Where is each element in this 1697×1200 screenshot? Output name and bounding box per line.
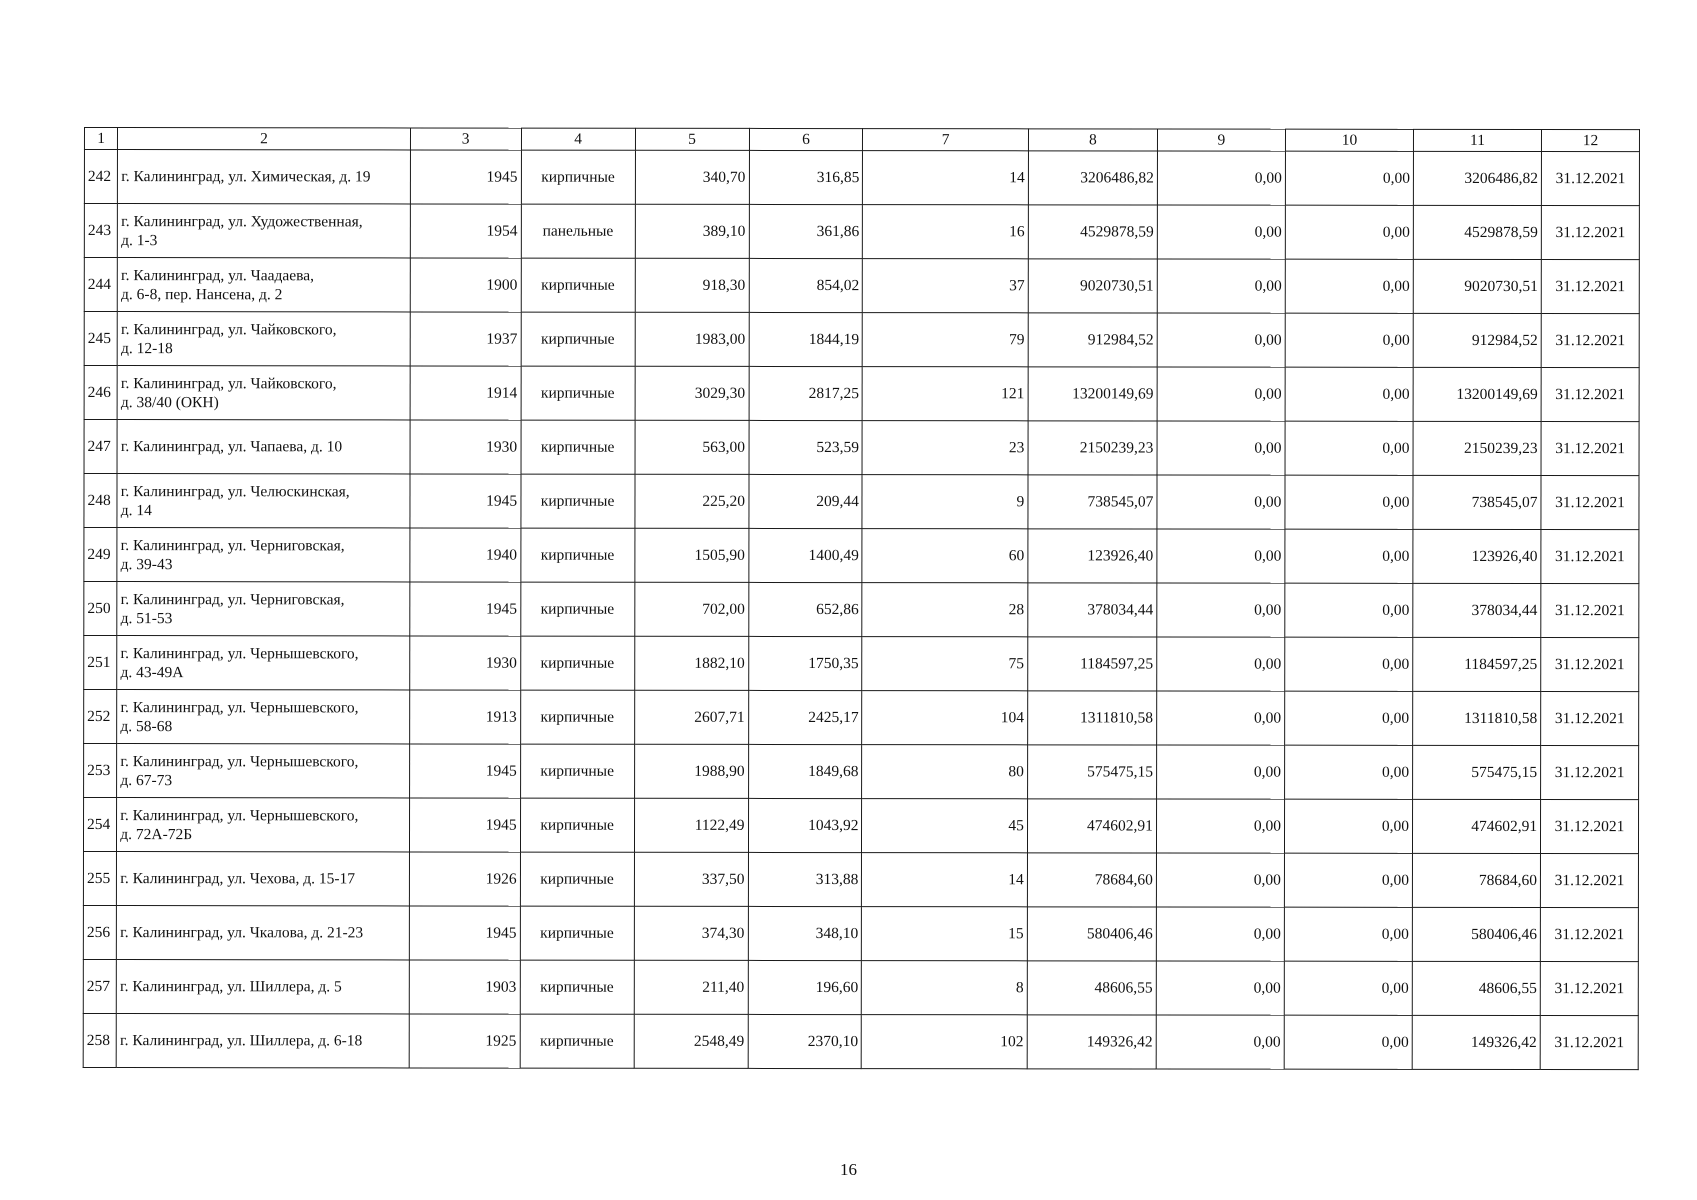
year-cell: 1954 bbox=[410, 204, 521, 258]
total-area-cell: 1505,90 bbox=[634, 528, 748, 582]
page-number: 16 bbox=[840, 1160, 857, 1179]
budget-cost-cell: 474602,91 bbox=[1413, 799, 1541, 853]
table-row bbox=[84, 582, 1639, 638]
other-cost-cell: 0,00 bbox=[1285, 475, 1413, 529]
column-header: 5 bbox=[635, 128, 749, 150]
address-line: д. 51-53 bbox=[120, 609, 173, 627]
wall-material-cell: кирпичные bbox=[521, 312, 635, 366]
residents-count-cell: 60 bbox=[862, 529, 1027, 583]
budget-cost-cell: 48606,55 bbox=[1412, 961, 1540, 1015]
wall-material-cell: кирпичные bbox=[521, 150, 635, 204]
budget-cost-cell: 123926,40 bbox=[1413, 529, 1541, 583]
table-body bbox=[83, 150, 1639, 1070]
residents-count-cell: 16 bbox=[863, 205, 1028, 259]
fund-cost-cell: 0,00 bbox=[1156, 1015, 1284, 1069]
other-cost-cell: 0,00 bbox=[1284, 1015, 1412, 1069]
year-cell: 1937 bbox=[410, 312, 521, 366]
total-area-cell: 3029,30 bbox=[635, 366, 749, 420]
column-header: 2 bbox=[118, 128, 410, 150]
address-line: д. 6-8, пер. Нансена, д. 2 bbox=[121, 285, 283, 303]
other-cost-cell: 0,00 bbox=[1284, 961, 1412, 1015]
row-number-cell: 254 bbox=[83, 798, 116, 852]
year-cell: 1945 bbox=[409, 744, 520, 798]
column-header: 1 bbox=[84, 128, 117, 150]
fund-cost-cell: 0,00 bbox=[1157, 367, 1285, 421]
fund-cost-cell: 0,00 bbox=[1157, 151, 1285, 205]
wall-material-cell: кирпичные bbox=[520, 960, 634, 1014]
address-cell bbox=[117, 690, 410, 744]
year-cell: 1913 bbox=[409, 690, 520, 744]
row-number-cell: 247 bbox=[84, 420, 117, 474]
table-row bbox=[84, 204, 1639, 260]
deadline-date-cell: 31.12.2021 bbox=[1541, 206, 1639, 260]
deadline-date-cell: 31.12.2021 bbox=[1541, 422, 1639, 476]
address-cell bbox=[117, 744, 410, 798]
wall-material-cell: кирпичные bbox=[520, 582, 634, 636]
row-number-cell: 246 bbox=[84, 366, 117, 420]
deadline-date-cell: 31.12.2021 bbox=[1541, 584, 1639, 638]
year-cell: 1945 bbox=[409, 582, 520, 636]
budget-cost-cell: 580406,46 bbox=[1412, 907, 1540, 961]
table-row bbox=[84, 150, 1639, 206]
living-area-cell: 1400,49 bbox=[748, 528, 862, 582]
address-cell bbox=[117, 636, 410, 690]
address-line: г. Калининград, ул. Черниговская, bbox=[120, 590, 345, 608]
table-row bbox=[84, 636, 1639, 692]
other-cost-cell: 0,00 bbox=[1284, 799, 1412, 853]
residents-count-cell: 28 bbox=[862, 583, 1027, 637]
table-row bbox=[84, 528, 1639, 584]
address-line: г. Калининград, ул. Чернышевского, bbox=[120, 698, 359, 716]
residents-count-cell: 8 bbox=[862, 961, 1027, 1015]
table-row bbox=[83, 905, 1638, 961]
address-line: д. 58-68 bbox=[120, 717, 173, 735]
year-cell: 1930 bbox=[410, 420, 521, 474]
year-cell: 1903 bbox=[409, 960, 520, 1014]
address-cell bbox=[117, 582, 410, 636]
table-row bbox=[84, 420, 1639, 476]
address-line: г. Калининград, ул. Чернышевского, bbox=[120, 752, 359, 770]
table-row bbox=[84, 258, 1639, 314]
fund-cost-cell: 0,00 bbox=[1157, 583, 1285, 637]
residents-count-cell: 23 bbox=[862, 421, 1027, 475]
row-number-cell: 243 bbox=[84, 204, 117, 258]
address-cell bbox=[117, 798, 410, 852]
living-area-cell: 2817,25 bbox=[749, 366, 863, 420]
total-cost-cell: 738545,07 bbox=[1028, 475, 1157, 529]
budget-cost-cell: 9020730,51 bbox=[1413, 259, 1541, 313]
wall-material-cell: кирпичные bbox=[521, 258, 635, 312]
budget-cost-cell: 1311810,58 bbox=[1413, 691, 1541, 745]
living-area-cell: 1844,19 bbox=[749, 312, 863, 366]
fund-cost-cell: 0,00 bbox=[1156, 853, 1284, 907]
budget-cost-cell: 1184597,25 bbox=[1413, 637, 1541, 691]
address-cell: г. Калининград, ул. Чехова, д. 15-17 bbox=[117, 852, 410, 906]
total-area-cell: 225,20 bbox=[635, 474, 749, 528]
deadline-date-cell: 31.12.2021 bbox=[1541, 314, 1639, 368]
row-number-cell: 249 bbox=[84, 528, 117, 582]
total-area-cell: 211,40 bbox=[634, 960, 748, 1014]
residents-count-cell: 14 bbox=[862, 853, 1027, 907]
year-cell: 1945 bbox=[410, 474, 521, 528]
address-cell: г. Калининград, ул. Шиллера, д. 5 bbox=[117, 960, 410, 1014]
fund-cost-cell: 0,00 bbox=[1157, 529, 1285, 583]
address-cell bbox=[118, 258, 411, 312]
other-cost-cell: 0,00 bbox=[1285, 367, 1413, 421]
deadline-date-cell: 31.12.2021 bbox=[1540, 1016, 1638, 1070]
fund-cost-cell: 0,00 bbox=[1157, 421, 1285, 475]
column-header: 6 bbox=[749, 128, 863, 150]
residents-count-cell: 80 bbox=[862, 745, 1027, 799]
row-number-cell: 251 bbox=[84, 636, 117, 690]
other-cost-cell: 0,00 bbox=[1285, 529, 1413, 583]
fund-cost-cell: 0,00 bbox=[1157, 475, 1285, 529]
living-area-cell: 854,02 bbox=[749, 258, 863, 312]
living-area-cell: 652,86 bbox=[748, 582, 862, 636]
other-cost-cell: 0,00 bbox=[1285, 691, 1413, 745]
wall-material-cell: кирпичные bbox=[520, 744, 634, 798]
total-area-cell: 918,30 bbox=[635, 258, 749, 312]
total-cost-cell: 1311810,58 bbox=[1027, 691, 1156, 745]
living-area-cell: 348,10 bbox=[748, 906, 862, 960]
deadline-date-cell: 31.12.2021 bbox=[1541, 692, 1639, 746]
row-number-cell: 244 bbox=[84, 258, 117, 312]
total-cost-cell: 474602,91 bbox=[1027, 799, 1156, 853]
deadline-date-cell: 31.12.2021 bbox=[1540, 908, 1638, 962]
deadline-date-cell: 31.12.2021 bbox=[1541, 368, 1639, 422]
living-area-cell: 1750,35 bbox=[748, 636, 862, 690]
other-cost-cell: 0,00 bbox=[1284, 907, 1412, 961]
table-row bbox=[84, 366, 1639, 422]
total-cost-cell: 378034,44 bbox=[1028, 583, 1157, 637]
address-cell bbox=[117, 312, 410, 366]
address-line: г. Калининград, ул. Чайковского, bbox=[120, 374, 337, 392]
other-cost-cell: 0,00 bbox=[1285, 745, 1413, 799]
total-cost-cell: 13200149,69 bbox=[1028, 367, 1157, 421]
column-header: 12 bbox=[1542, 130, 1640, 152]
column-header: 10 bbox=[1285, 129, 1413, 151]
budget-cost-cell: 78684,60 bbox=[1412, 853, 1540, 907]
address-line: г. Калининград, ул. Чайковского, bbox=[120, 320, 337, 338]
living-area-cell: 316,85 bbox=[749, 150, 863, 204]
address-cell bbox=[117, 474, 410, 528]
fund-cost-cell: 0,00 bbox=[1157, 313, 1285, 367]
column-header: 9 bbox=[1157, 129, 1285, 151]
fund-cost-cell: 0,00 bbox=[1156, 961, 1284, 1015]
column-header: 4 bbox=[521, 128, 635, 150]
residents-count-cell: 102 bbox=[862, 1015, 1027, 1069]
deadline-date-cell: 31.12.2021 bbox=[1541, 638, 1639, 692]
total-cost-cell: 149326,42 bbox=[1027, 1015, 1156, 1069]
address-line: д. 38/40 (ОКН) bbox=[120, 393, 219, 411]
wall-material-cell: кирпичные bbox=[520, 798, 634, 852]
living-area-cell: 361,86 bbox=[749, 204, 863, 258]
address-cell: г. Калининград, ул. Химическая, д. 19 bbox=[118, 150, 411, 204]
living-area-cell: 523,59 bbox=[749, 420, 863, 474]
other-cost-cell: 0,00 bbox=[1285, 313, 1413, 367]
living-area-cell: 209,44 bbox=[748, 474, 862, 528]
budget-cost-cell: 4529878,59 bbox=[1413, 205, 1541, 259]
living-area-cell: 196,60 bbox=[748, 960, 862, 1014]
other-cost-cell: 0,00 bbox=[1284, 853, 1412, 907]
fund-cost-cell: 0,00 bbox=[1157, 259, 1285, 313]
residents-count-cell: 121 bbox=[863, 367, 1028, 421]
column-header: 3 bbox=[410, 128, 521, 150]
wall-material-cell: кирпичные bbox=[521, 420, 635, 474]
wall-material-cell: панельные bbox=[521, 204, 635, 258]
total-cost-cell: 2150239,23 bbox=[1028, 421, 1157, 475]
total-area-cell: 1983,00 bbox=[635, 312, 749, 366]
deadline-date-cell: 31.12.2021 bbox=[1541, 746, 1639, 800]
living-area-cell: 1043,92 bbox=[748, 798, 862, 852]
address-cell: г. Калининград, ул. Шиллера, д. 6-18 bbox=[116, 1014, 409, 1068]
table-row bbox=[84, 690, 1639, 746]
total-cost-cell: 4529878,59 bbox=[1028, 205, 1157, 259]
fund-cost-cell: 0,00 bbox=[1156, 799, 1284, 853]
address-line: д. 67-73 bbox=[120, 771, 173, 789]
budget-cost-cell: 13200149,69 bbox=[1413, 367, 1541, 421]
address-cell: г. Калининград, ул. Чкалова, д. 21-23 bbox=[117, 906, 410, 960]
wall-material-cell: кирпичные bbox=[520, 528, 634, 582]
other-cost-cell: 0,00 bbox=[1285, 637, 1413, 691]
column-header: 8 bbox=[1028, 129, 1157, 151]
residents-count-cell: 79 bbox=[863, 313, 1028, 367]
wall-material-cell: кирпичные bbox=[520, 690, 634, 744]
total-cost-cell: 78684,60 bbox=[1027, 853, 1156, 907]
address-line: г. Калининград, ул. Художественная, bbox=[121, 212, 363, 230]
budget-cost-cell: 912984,52 bbox=[1413, 313, 1541, 367]
deadline-date-cell: 31.12.2021 bbox=[1541, 152, 1639, 206]
address-line: д. 43-49А bbox=[120, 663, 184, 681]
year-cell: 1900 bbox=[410, 258, 521, 312]
total-area-cell: 1988,90 bbox=[634, 744, 748, 798]
address-line: г. Калининград, ул. Черниговская, bbox=[120, 536, 345, 554]
address-cell bbox=[118, 204, 411, 258]
total-area-cell: 389,10 bbox=[635, 204, 749, 258]
address-line: г. Калининград, ул. Чернышевского, bbox=[120, 644, 359, 662]
table-row bbox=[83, 852, 1638, 908]
total-cost-cell: 48606,55 bbox=[1027, 961, 1156, 1015]
fund-cost-cell: 0,00 bbox=[1157, 205, 1285, 259]
year-cell: 1945 bbox=[409, 798, 520, 852]
wall-material-cell: кирпичные bbox=[521, 474, 635, 528]
address-line: д. 39-43 bbox=[120, 555, 173, 573]
row-number-cell: 255 bbox=[83, 852, 116, 906]
column-header: 7 bbox=[863, 129, 1028, 151]
row-number-cell: 242 bbox=[84, 150, 117, 204]
address-cell: г. Калининград, ул. Чапаева, д. 10 bbox=[117, 420, 410, 474]
other-cost-cell: 0,00 bbox=[1285, 421, 1413, 475]
other-cost-cell: 0,00 bbox=[1285, 583, 1413, 637]
year-cell: 1914 bbox=[410, 366, 521, 420]
total-area-cell: 563,00 bbox=[635, 420, 749, 474]
other-cost-cell: 0,00 bbox=[1285, 151, 1413, 205]
budget-cost-cell: 575475,15 bbox=[1413, 745, 1541, 799]
residents-count-cell: 37 bbox=[863, 259, 1028, 313]
address-cell bbox=[117, 528, 410, 582]
wall-material-cell: кирпичные bbox=[520, 852, 634, 906]
total-cost-cell: 1184597,25 bbox=[1028, 637, 1157, 691]
table-header-row bbox=[84, 128, 1639, 152]
total-area-cell: 1882,10 bbox=[634, 636, 748, 690]
row-number-cell: 257 bbox=[83, 959, 116, 1013]
total-cost-cell: 912984,52 bbox=[1028, 313, 1157, 367]
total-cost-cell: 580406,46 bbox=[1027, 907, 1156, 961]
address-line: г. Калининград, ул. Челюскинская, bbox=[120, 482, 350, 500]
row-number-cell: 248 bbox=[84, 474, 117, 528]
residents-count-cell: 75 bbox=[862, 637, 1027, 691]
other-cost-cell: 0,00 bbox=[1285, 259, 1413, 313]
residents-count-cell: 45 bbox=[862, 799, 1027, 853]
address-line: г. Калининград, ул. Чаадаева, bbox=[121, 266, 315, 284]
total-cost-cell: 9020730,51 bbox=[1028, 259, 1157, 313]
fund-cost-cell: 0,00 bbox=[1157, 691, 1285, 745]
living-area-cell: 2425,17 bbox=[748, 690, 862, 744]
deadline-date-cell: 31.12.2021 bbox=[1541, 800, 1639, 854]
budget-cost-cell: 378034,44 bbox=[1413, 583, 1541, 637]
table-row bbox=[83, 1013, 1638, 1069]
address-line: г. Калининград, ул. Чернышевского, bbox=[120, 806, 359, 824]
year-cell: 1926 bbox=[409, 852, 520, 906]
total-area-cell: 340,70 bbox=[635, 150, 749, 204]
row-number-cell: 253 bbox=[84, 744, 117, 798]
deadline-date-cell: 31.12.2021 bbox=[1540, 962, 1638, 1016]
document-sheet bbox=[84, 127, 1640, 1068]
total-area-cell: 1122,49 bbox=[634, 798, 748, 852]
table-row bbox=[84, 312, 1639, 368]
wall-material-cell: кирпичные bbox=[520, 1014, 634, 1068]
other-cost-cell: 0,00 bbox=[1285, 205, 1413, 259]
row-number-cell: 245 bbox=[84, 312, 117, 366]
total-cost-cell: 575475,15 bbox=[1027, 745, 1156, 799]
address-line: д. 1-3 bbox=[121, 231, 158, 249]
total-area-cell: 374,30 bbox=[634, 906, 748, 960]
total-area-cell: 337,50 bbox=[634, 852, 748, 906]
column-header: 11 bbox=[1413, 129, 1541, 151]
year-cell: 1945 bbox=[410, 150, 521, 204]
table-row bbox=[84, 474, 1639, 530]
registry-table bbox=[83, 127, 1640, 1070]
total-area-cell: 702,00 bbox=[634, 582, 748, 636]
deadline-date-cell: 31.12.2021 bbox=[1541, 476, 1639, 530]
wall-material-cell: кирпичные bbox=[521, 366, 635, 420]
wall-material-cell: кирпичные bbox=[520, 906, 634, 960]
budget-cost-cell: 3206486,82 bbox=[1413, 151, 1541, 205]
address-line: д. 14 bbox=[120, 501, 152, 519]
budget-cost-cell: 149326,42 bbox=[1412, 1015, 1540, 1069]
fund-cost-cell: 0,00 bbox=[1156, 907, 1284, 961]
deadline-date-cell: 31.12.2021 bbox=[1540, 854, 1638, 908]
table-row bbox=[83, 798, 1638, 854]
year-cell: 1945 bbox=[409, 906, 520, 960]
address-line: д. 12-18 bbox=[120, 339, 173, 357]
row-number-cell: 250 bbox=[84, 582, 117, 636]
address-cell bbox=[117, 366, 410, 420]
budget-cost-cell: 738545,07 bbox=[1413, 475, 1541, 529]
total-cost-cell: 123926,40 bbox=[1028, 529, 1157, 583]
wall-material-cell: кирпичные bbox=[520, 636, 634, 690]
residents-count-cell: 15 bbox=[862, 907, 1027, 961]
deadline-date-cell: 31.12.2021 bbox=[1541, 530, 1639, 584]
total-cost-cell: 3206486,82 bbox=[1028, 151, 1157, 205]
budget-cost-cell: 2150239,23 bbox=[1413, 421, 1541, 475]
row-number-cell: 256 bbox=[83, 905, 116, 959]
year-cell: 1925 bbox=[409, 1014, 520, 1068]
address-line: д. 72А-72Б bbox=[120, 825, 193, 843]
residents-count-cell: 14 bbox=[863, 151, 1028, 205]
total-area-cell: 2607,71 bbox=[634, 690, 748, 744]
row-number-cell: 252 bbox=[84, 690, 117, 744]
living-area-cell: 313,88 bbox=[748, 852, 862, 906]
residents-count-cell: 9 bbox=[862, 475, 1027, 529]
living-area-cell: 1849,68 bbox=[748, 744, 862, 798]
year-cell: 1940 bbox=[410, 528, 521, 582]
total-area-cell: 2548,49 bbox=[634, 1014, 748, 1068]
residents-count-cell: 104 bbox=[862, 691, 1027, 745]
living-area-cell: 2370,10 bbox=[748, 1014, 862, 1068]
year-cell: 1930 bbox=[409, 636, 520, 690]
row-number-cell: 258 bbox=[83, 1013, 116, 1067]
deadline-date-cell: 31.12.2021 bbox=[1541, 260, 1639, 314]
table-row bbox=[84, 744, 1639, 800]
fund-cost-cell: 0,00 bbox=[1157, 637, 1285, 691]
fund-cost-cell: 0,00 bbox=[1156, 745, 1284, 799]
table-row bbox=[83, 959, 1638, 1015]
